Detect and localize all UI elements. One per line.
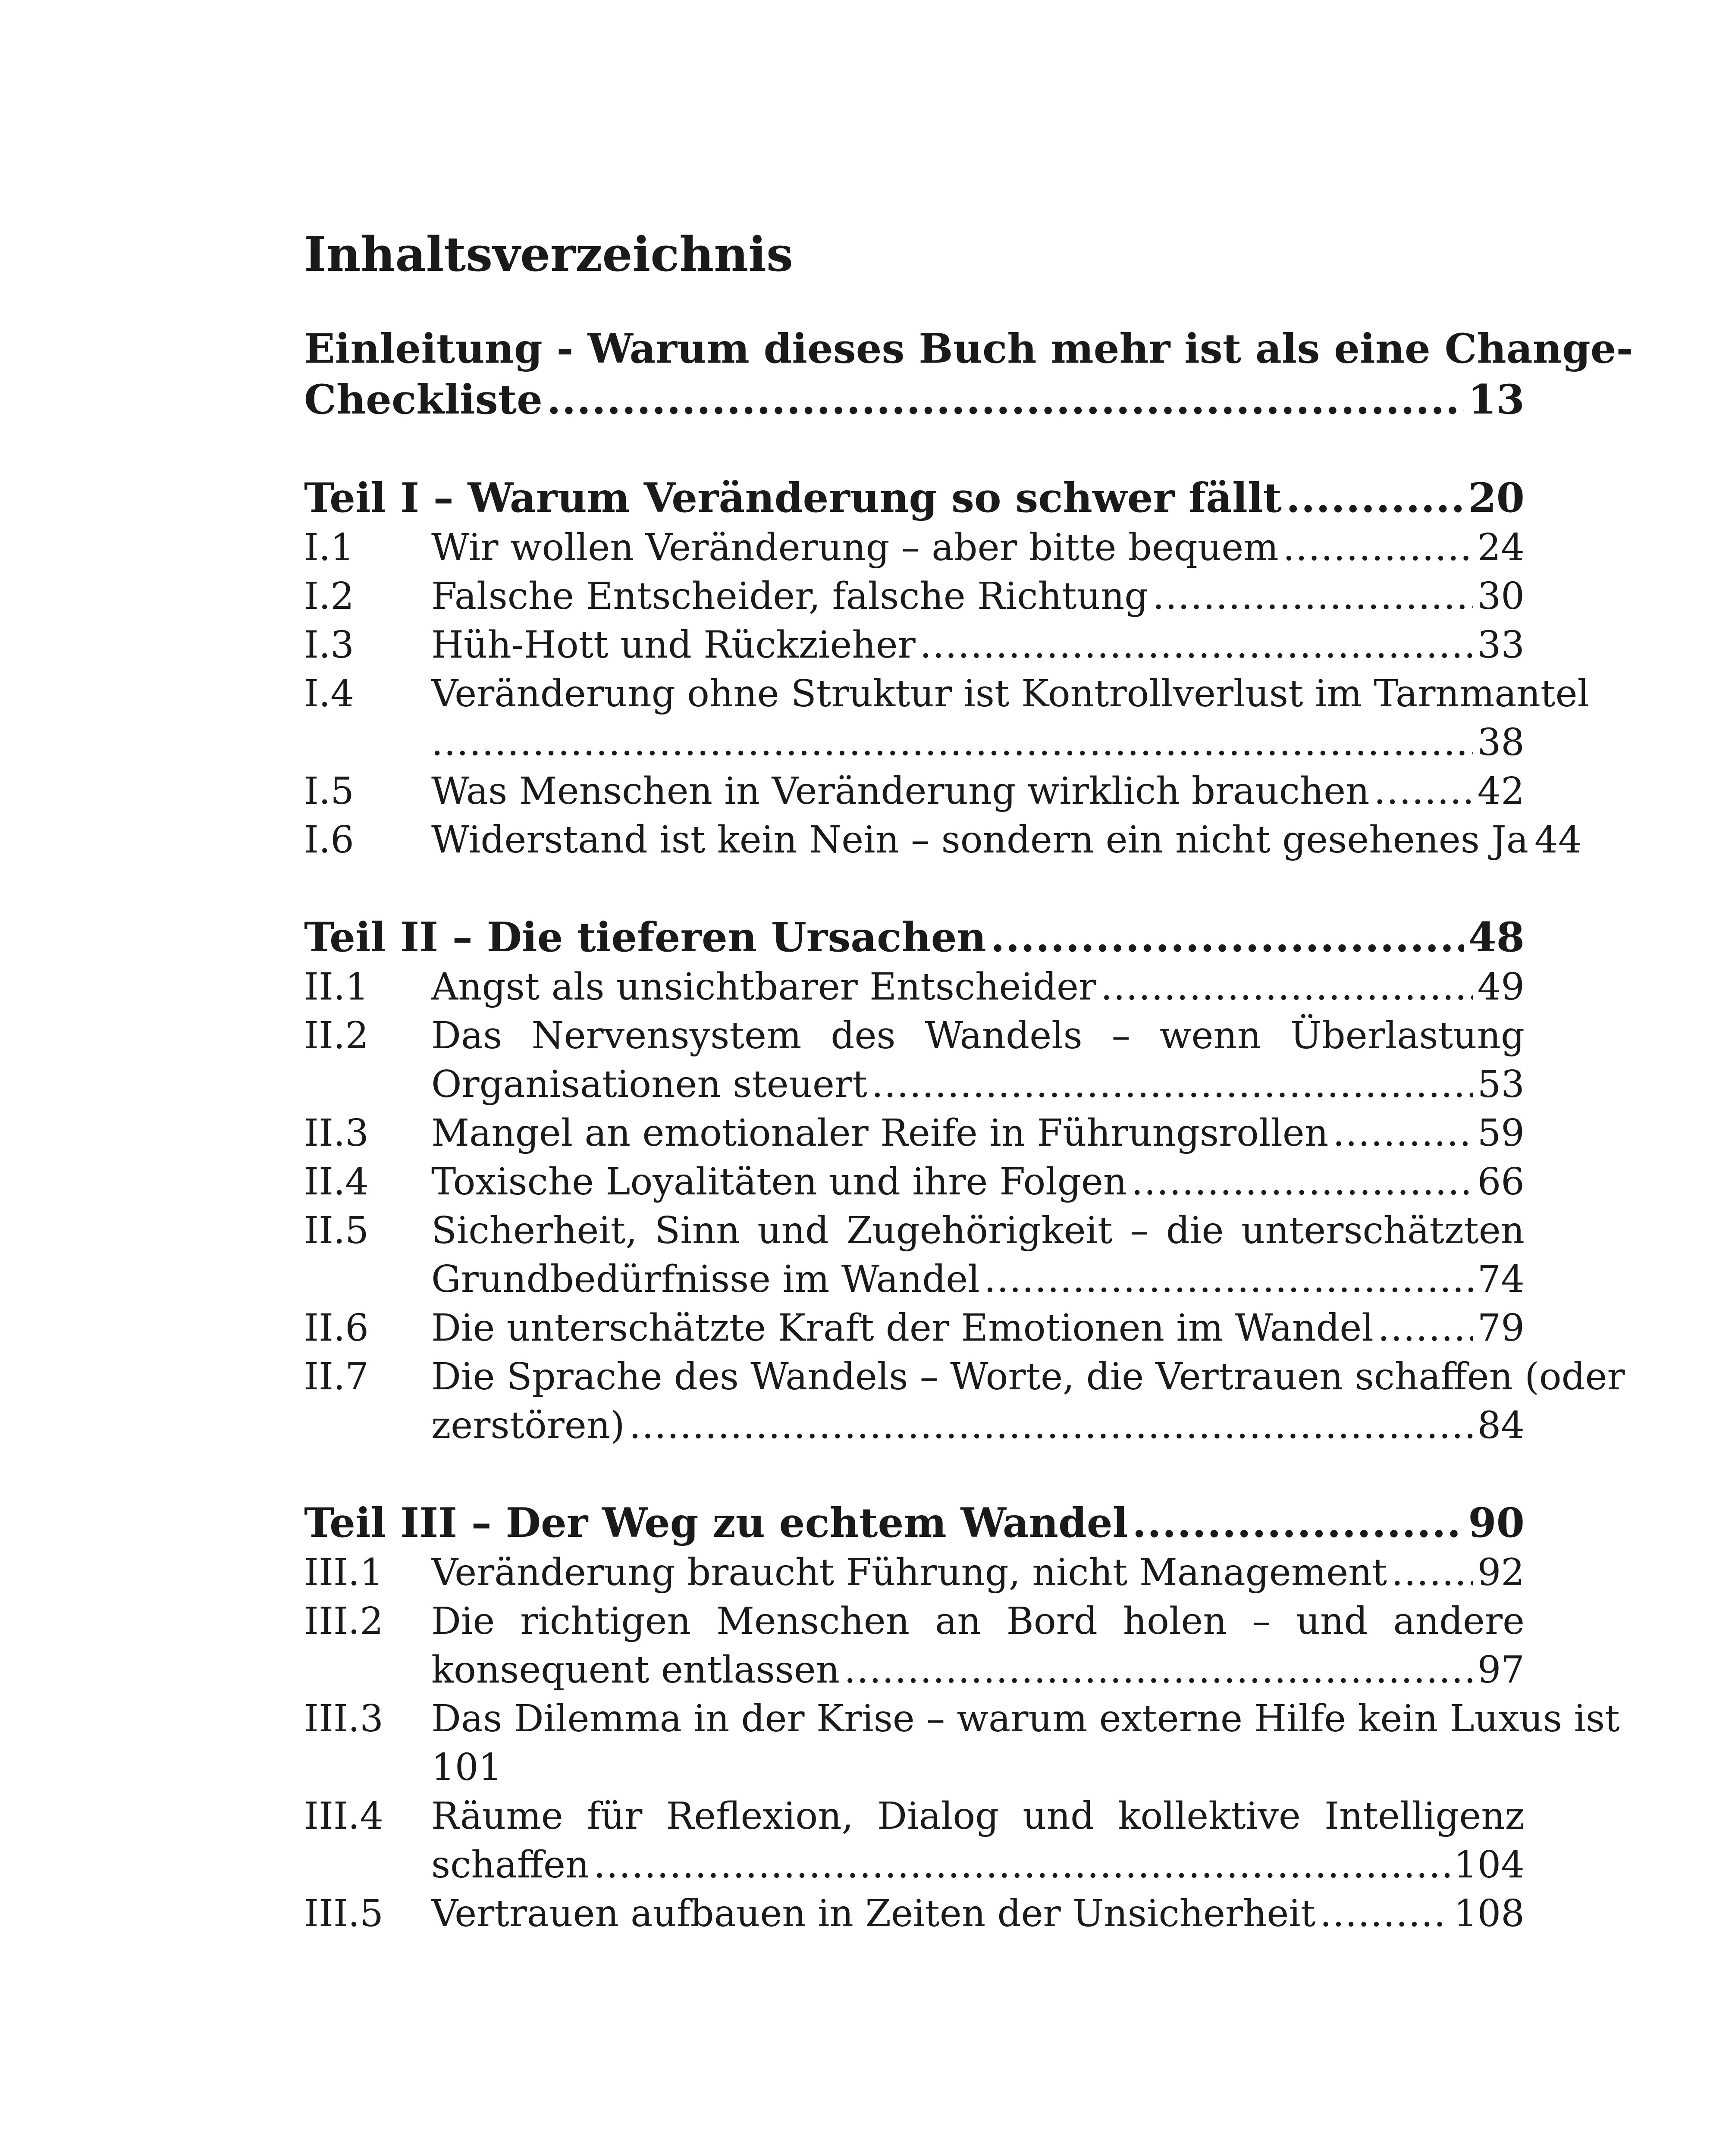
- entry-number: I.4: [304, 672, 355, 715]
- toc-entry-ii-1: [304, 963, 1525, 1012]
- entry-page: 97: [1477, 1648, 1525, 1692]
- toc-entry-iii-2: [304, 1597, 1525, 1695]
- entry-title: Mangel an emotionaler Reife in Führungsrollen: [431, 1112, 1329, 1155]
- entry-page: 42: [1477, 770, 1525, 813]
- toc-entry-i-5: [304, 767, 1525, 816]
- dot-leader: [1132, 1498, 1464, 1548]
- entry-title: Veränderung ohne Struktur ist Kontrollverlust im Tarnmantel: [431, 672, 1589, 715]
- entry-number: II.2: [304, 1014, 369, 1057]
- dot-leader: [1152, 572, 1473, 621]
- entry-number: I.5: [304, 770, 355, 813]
- dot-leader: [872, 1060, 1473, 1109]
- toc-entry-iii-4: [304, 1792, 1525, 1890]
- toc-part-3: [304, 1498, 1620, 1938]
- toc-entry-ii-6: [304, 1304, 1525, 1353]
- dot-leader: [1286, 473, 1464, 523]
- entry-number: I.6: [304, 818, 355, 862]
- toc-entry-ii-2: [304, 1012, 1525, 1109]
- toc-entry-iii-3: [304, 1695, 1620, 1792]
- entry-number: II.7: [304, 1355, 369, 1398]
- dot-leader: [1374, 767, 1473, 816]
- part-2-title: Teil II – Die tieferen Ursachen: [304, 914, 986, 961]
- toc-entry-ii-4: [304, 1158, 1525, 1206]
- entry-title: Angst als unsichtbarer Entscheider: [431, 965, 1096, 1009]
- dot-leader: [1320, 1890, 1449, 1938]
- toc-entry-i-4: [304, 670, 1589, 767]
- dot-leader: [844, 1646, 1473, 1695]
- entry-number: III.1: [304, 1551, 383, 1594]
- entry-page: 66: [1477, 1160, 1525, 1203]
- toc-entry-ii-3: [304, 1109, 1525, 1158]
- entry-page: 104: [1453, 1843, 1525, 1887]
- dot-leader: [547, 374, 1464, 425]
- toc-entry-iii-5: [304, 1890, 1525, 1938]
- entry-title-line1: Das Dilemma in der Krise – warum externe Hilfe kein Luxus ist: [431, 1697, 1620, 1740]
- entry-title-line2: schaffen: [431, 1843, 590, 1887]
- entry-title-line1: Das Nervensystem des Wandels – wenn Überlastung: [431, 1014, 1525, 1057]
- entry-title-line2: zerstören): [431, 1404, 625, 1447]
- entry-number: III.3: [304, 1697, 383, 1740]
- entry-page: 84: [1477, 1404, 1525, 1447]
- toc-part-1: [304, 473, 1589, 865]
- entry-title: Widerstand ist kein Nein – sondern ein nicht gesehenes Ja: [431, 818, 1528, 862]
- toc-page: [304, 224, 1633, 1938]
- intro-leader: [304, 374, 1525, 425]
- dot-leader: [593, 1841, 1450, 1890]
- intro-title-line2: Checkliste: [304, 376, 543, 423]
- entry-title: Toxische Loyalitäten und ihre Folgen: [431, 1160, 1127, 1203]
- entry-title-line2: Grundbedürfnisse im Wandel: [431, 1258, 980, 1301]
- entry-number: III.4: [304, 1795, 383, 1838]
- entry-title: Falsche Entscheider, falsche Richtung: [431, 575, 1148, 618]
- intro-title-line1: Einleitung - Warum dieses Buch mehr ist als eine Change-: [304, 325, 1633, 373]
- entry-page: 24: [1477, 526, 1525, 569]
- dot-leader: [920, 621, 1473, 670]
- entry-title: Die unterschätzte Kraft der Emotionen im Wandel: [431, 1307, 1374, 1350]
- entry-number: III.5: [304, 1892, 383, 1935]
- toc-entry-ii-7: [304, 1353, 1625, 1450]
- entry-title-line1: Sicherheit, Sinn und Zugehörigkeit – die unterschätzten: [431, 1209, 1525, 1252]
- part-3-heading: [304, 1498, 1525, 1548]
- part-1-heading: [304, 473, 1525, 523]
- entry-title-line2: konsequent entlassen: [431, 1648, 840, 1692]
- dot-leader: [1131, 1158, 1473, 1206]
- toc-entry-i-2: [304, 572, 1525, 621]
- entry-number: I.1: [304, 526, 355, 569]
- toc-intro: [304, 323, 1633, 425]
- entry-number: II.6: [304, 1307, 369, 1350]
- intro-page: 13: [1468, 376, 1525, 423]
- entry-number: II.5: [304, 1209, 369, 1252]
- entry-number: II.3: [304, 1112, 369, 1155]
- entry-number: II.1: [304, 965, 369, 1009]
- entry-title-line1: Die richtigen Menschen an Bord holen – und andere: [431, 1600, 1525, 1643]
- toc-part-2: [304, 912, 1625, 1450]
- dot-leader: [1283, 523, 1473, 572]
- entry-title: Hüh-Hott und Rückzieher: [431, 624, 916, 667]
- entry-page: 49: [1477, 965, 1525, 1009]
- entry-title: Was Menschen in Veränderung wirklich brauchen: [431, 770, 1370, 813]
- part-3-page: 90: [1468, 1499, 1525, 1547]
- entry-page: 59: [1477, 1112, 1525, 1155]
- dot-leader: [991, 912, 1464, 963]
- entry-page: 38: [1477, 721, 1525, 764]
- entry-page: 33: [1477, 624, 1525, 667]
- dot-leader: [431, 718, 1473, 767]
- entry-page: 74: [1477, 1258, 1525, 1301]
- entry-page: 44: [1534, 818, 1582, 862]
- toc-entry-i-3: [304, 621, 1525, 670]
- dot-leader: [1101, 963, 1473, 1012]
- entry-page: 101: [431, 1746, 502, 1789]
- entry-title-line2: Organisationen steuert: [431, 1063, 867, 1106]
- entry-title: Veränderung braucht Führung, nicht Management: [431, 1551, 1387, 1594]
- entry-page: 53: [1477, 1063, 1525, 1106]
- entry-number: II.4: [304, 1160, 369, 1203]
- entry-number: III.2: [304, 1600, 383, 1643]
- dot-leader: [629, 1401, 1473, 1450]
- entry-title: Vertrauen aufbauen in Zeiten der Unsicherheit: [431, 1892, 1316, 1935]
- entry-number: I.2: [304, 575, 355, 618]
- entry-title-line1: Die Sprache des Wandels – Worte, die Vertrauen schaffen (oder: [431, 1355, 1625, 1398]
- toc-entry-ii-5: [304, 1206, 1525, 1304]
- entry-page: 92: [1477, 1551, 1525, 1594]
- part-1-page: 20: [1468, 474, 1525, 522]
- page-title: Inhaltsverzeichnis: [304, 226, 793, 282]
- dot-leader: [984, 1255, 1473, 1304]
- dot-leader: [1391, 1548, 1473, 1597]
- entry-title: Wir wollen Veränderung – aber bitte bequem: [431, 526, 1279, 569]
- part-3-title: Teil III – Der Weg zu echtem Wandel: [304, 1499, 1128, 1547]
- toc-entry-iii-1: [304, 1548, 1525, 1597]
- entry-number: I.3: [304, 624, 355, 667]
- dot-leader: [1333, 1109, 1473, 1158]
- entry-title-line1: Räume für Reflexion, Dialog und kollektive Intelligenz: [431, 1795, 1525, 1838]
- toc-entry-i-6: [304, 816, 1582, 865]
- part-2-heading: [304, 912, 1525, 963]
- dot-leader: [1378, 1304, 1473, 1353]
- entry-page: 79: [1477, 1307, 1525, 1350]
- entry-page: 30: [1477, 575, 1525, 618]
- toc-entry-i-1: [304, 523, 1525, 572]
- part-1-title: Teil I – Warum Veränderung so schwer fällt: [304, 474, 1282, 522]
- entry-page: 108: [1453, 1892, 1525, 1935]
- part-2-page: 48: [1468, 914, 1525, 961]
